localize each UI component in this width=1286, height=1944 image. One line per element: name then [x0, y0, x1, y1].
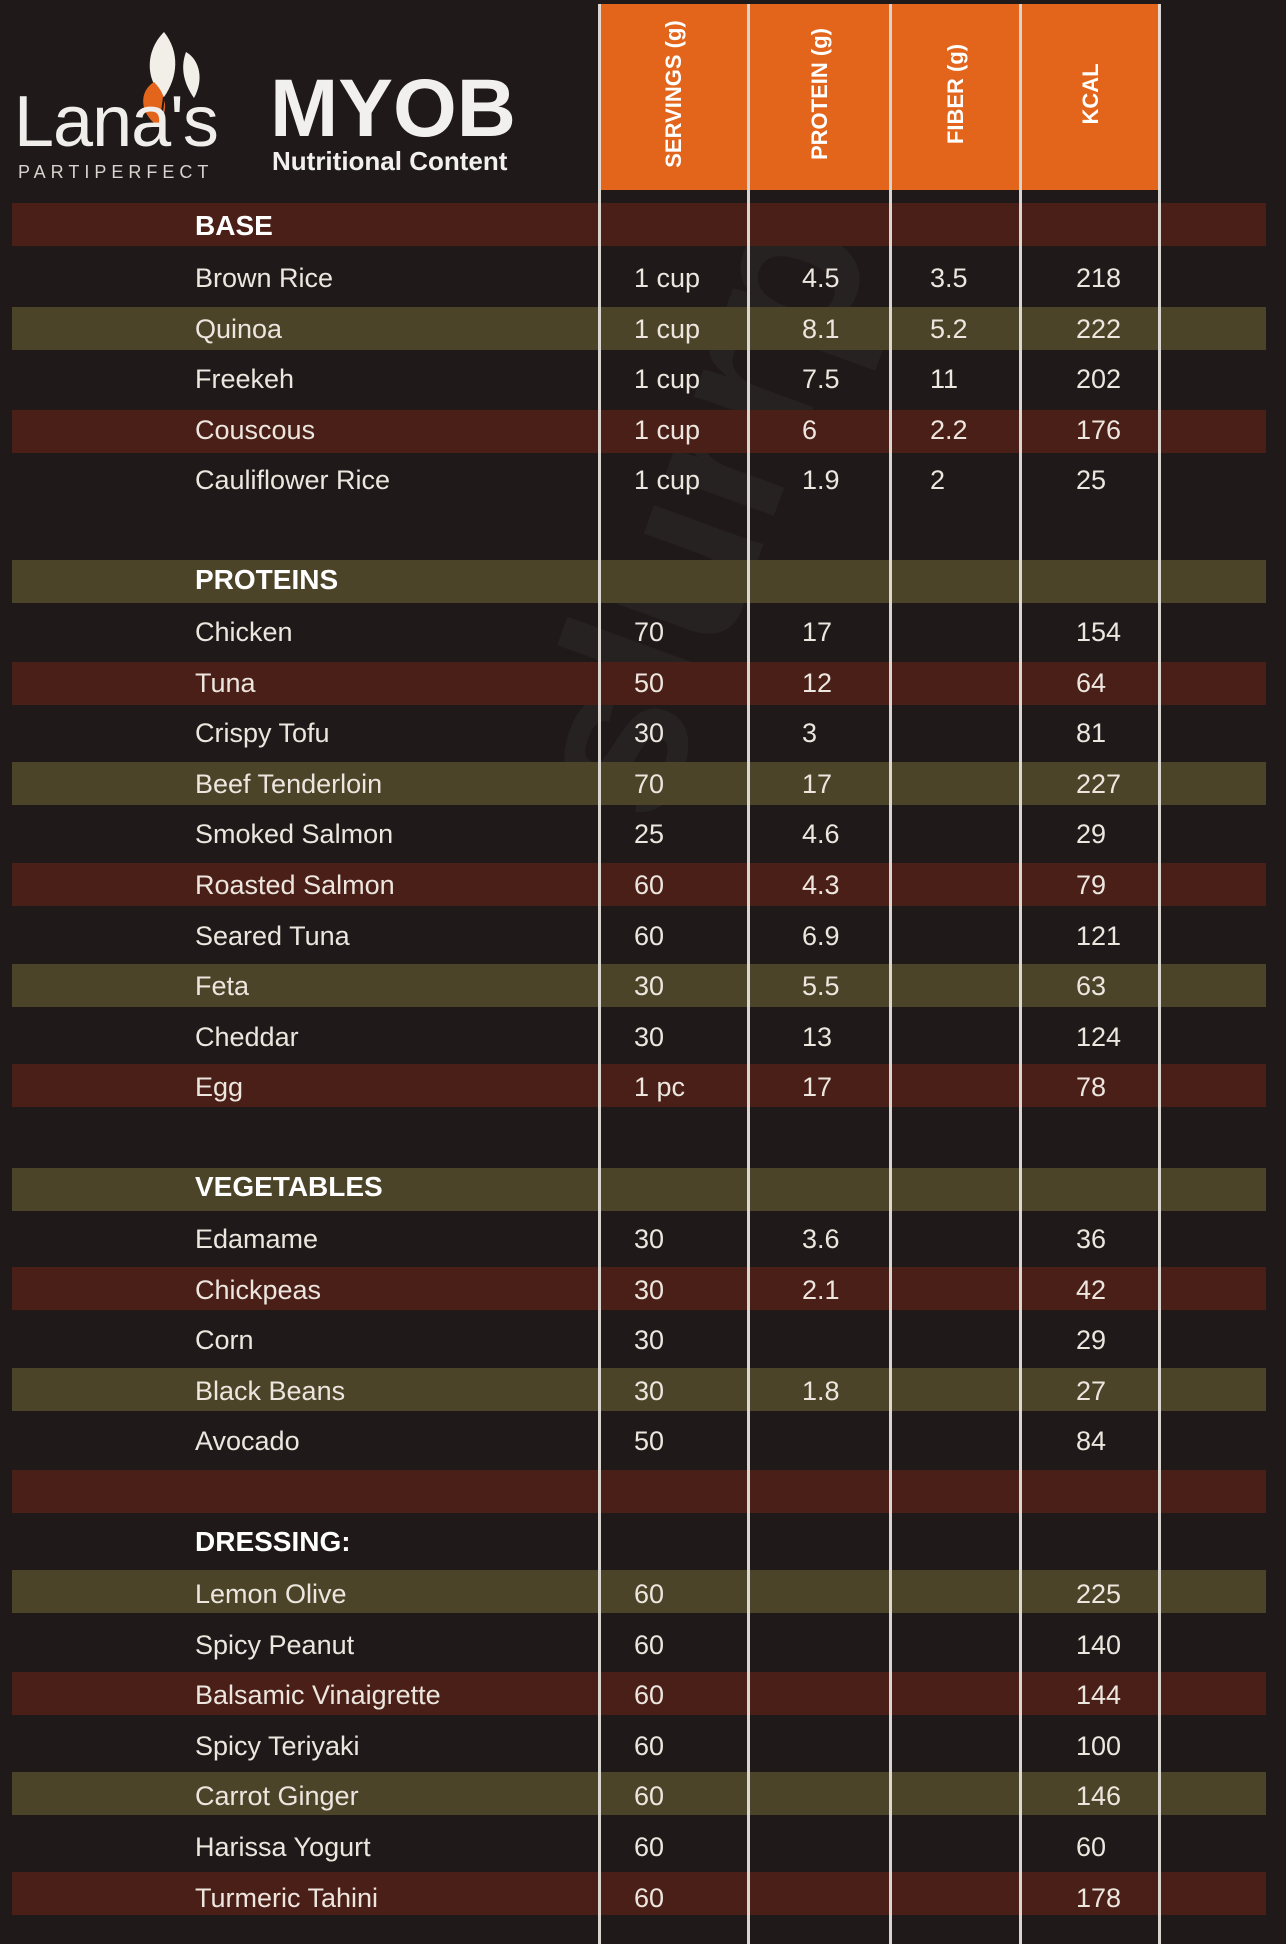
servings-value: 60: [634, 1680, 665, 1710]
column-header-fiber: [892, 4, 1019, 190]
servings-value: 1 cup: [634, 465, 701, 495]
item-name: Avocado: [195, 1426, 300, 1456]
table-row: [0, 964, 1286, 1007]
table-row: [0, 1318, 1286, 1361]
servings-value: 70: [634, 617, 665, 647]
servings-value: 60: [634, 1630, 665, 1660]
item-name: Cauliflower Rice: [195, 465, 391, 495]
fiber-value: 11: [930, 364, 959, 394]
fiber-value: 2: [930, 465, 946, 495]
kcal-value: 25: [1076, 465, 1107, 495]
table-row: [0, 812, 1286, 855]
servings-value: 30: [634, 1022, 665, 1052]
servings-value: 1 cup: [634, 263, 701, 293]
item-name: Carrot Ginger: [195, 1781, 359, 1811]
table-row: [0, 408, 1286, 451]
item-name: Seared Tuna: [195, 921, 350, 951]
table-row: [0, 1673, 1286, 1716]
kcal-value: 78: [1076, 1072, 1107, 1102]
item-name: Harissa Yogurt: [195, 1832, 371, 1862]
protein-value: 7.5: [802, 364, 840, 394]
protein-value: 3: [802, 718, 818, 748]
kcal-value: 100: [1076, 1731, 1122, 1761]
servings-value: 1 pc: [634, 1072, 686, 1102]
servings-value: 30: [634, 1376, 665, 1406]
column-label-fiber: FIBER (g): [942, 43, 968, 145]
brand-logo-subtitle: PARTIPERFECT: [18, 162, 214, 182]
section-row-proteins: [0, 557, 1286, 600]
item-name: Smoked Salmon: [195, 819, 394, 849]
item-name: Chickpeas: [195, 1275, 322, 1305]
protein-value: 1.8: [802, 1376, 840, 1406]
protein-value: 3.6: [802, 1224, 840, 1254]
protein-value: 6: [802, 415, 818, 445]
table-row: [0, 863, 1286, 906]
brand-header: [14, 22, 574, 192]
item-name: Cheddar: [195, 1022, 299, 1052]
item-name: Feta: [195, 971, 250, 1001]
column-header-protein: [750, 4, 889, 190]
servings-value: 1 cup: [634, 415, 701, 445]
item-name: Quinoa: [195, 314, 283, 344]
section-title-proteins: PROTEINS: [195, 564, 339, 595]
item-name: Balsamic Vinaigrette: [195, 1680, 441, 1710]
servings-value: 60: [634, 1579, 665, 1609]
table-row: [0, 1065, 1286, 1108]
protein-value: 5.5: [802, 971, 840, 1001]
item-name: Freekeh: [195, 364, 295, 394]
item-name: Spicy Teriyaki: [195, 1731, 360, 1761]
kcal-value: 79: [1076, 870, 1107, 900]
fiber-value: 5.2: [930, 314, 968, 344]
kcal-value: 225: [1076, 1579, 1122, 1609]
table-row: [0, 1217, 1286, 1260]
kcal-value: 42: [1076, 1275, 1107, 1305]
table-row: [0, 256, 1286, 299]
table-row: [0, 762, 1286, 805]
item-name: Edamame: [195, 1224, 319, 1254]
servings-value: 25: [634, 819, 665, 849]
kcal-value: 60: [1076, 1832, 1107, 1862]
kcal-value: 154: [1076, 617, 1122, 647]
column-label-protein: PROTEIN (g): [806, 28, 832, 160]
item-name: Beef Tenderloin: [195, 769, 383, 799]
brand-logo-text: Lana's: [14, 82, 218, 162]
table-row: [0, 1572, 1286, 1615]
table-row: [0, 307, 1286, 350]
kcal-value: 64: [1076, 668, 1107, 698]
servings-value: 30: [634, 1325, 665, 1355]
protein-value: 4.3: [802, 870, 840, 900]
servings-value: 60: [634, 1731, 665, 1761]
column-label-kcal: KCAL: [1078, 63, 1103, 125]
kcal-value: 81: [1076, 718, 1107, 748]
item-name: Spicy Peanut: [195, 1630, 355, 1660]
column-label-servings: SERVINGS (g): [660, 20, 686, 168]
protein-value: 17: [802, 617, 833, 647]
item-name: Lemon Olive: [195, 1579, 347, 1609]
table-row: [0, 1774, 1286, 1817]
item-name: Crispy Tofu: [195, 718, 330, 748]
table-row: [0, 357, 1286, 400]
protein-value: 4.5: [802, 263, 840, 293]
table-row: [0, 1419, 1286, 1462]
item-name: Tuna: [195, 668, 256, 698]
section-title-dressing: DRESSING:: [195, 1526, 351, 1557]
protein-value: 4.6: [802, 819, 840, 849]
table-row: [0, 914, 1286, 957]
kcal-value: 63: [1076, 971, 1107, 1001]
protein-value: 6.9: [802, 921, 840, 951]
column-header-kcal: [1022, 4, 1160, 190]
servings-value: 60: [634, 1781, 665, 1811]
protein-value: 8.1: [802, 314, 840, 344]
section-title-vegetables: VEGETABLES: [195, 1171, 383, 1202]
servings-value: 1 cup: [634, 314, 701, 344]
column-header-servings: [600, 4, 747, 190]
page-title: MYOB: [270, 63, 516, 154]
servings-value: 60: [634, 1883, 665, 1913]
table-row: [0, 1724, 1286, 1767]
table-row: [0, 458, 1286, 501]
item-name: Chicken: [195, 617, 293, 647]
servings-value: 60: [634, 1832, 665, 1862]
table-row: [0, 1268, 1286, 1311]
servings-value: 1 cup: [634, 364, 701, 394]
kcal-value: 144: [1076, 1680, 1122, 1710]
item-name: Couscous: [195, 415, 316, 445]
servings-value: 60: [634, 921, 665, 951]
protein-value: 13: [802, 1022, 833, 1052]
kcal-value: 176: [1076, 415, 1122, 445]
kcal-value: 29: [1076, 819, 1107, 849]
section-row-vegetables: [0, 1164, 1286, 1207]
kcal-value: 140: [1076, 1630, 1122, 1660]
servings-value: 30: [634, 1224, 665, 1254]
servings-value: 30: [634, 718, 665, 748]
kcal-value: 146: [1076, 1781, 1122, 1811]
item-name: Black Beans: [195, 1376, 346, 1406]
table-row: [0, 1825, 1286, 1868]
fiber-value: 3.5: [930, 263, 968, 293]
servings-value: 70: [634, 769, 665, 799]
protein-value: 17: [802, 769, 833, 799]
item-name: Roasted Salmon: [195, 870, 395, 900]
protein-value: 2.1: [802, 1275, 840, 1305]
page-subtitle: Nutritional Content: [272, 146, 508, 176]
servings-value: 50: [634, 668, 665, 698]
table-row: [0, 661, 1286, 704]
kcal-value: 227: [1076, 769, 1122, 799]
kcal-value: 218: [1076, 263, 1122, 293]
kcal-value: 121: [1076, 921, 1122, 951]
kcal-value: 29: [1076, 1325, 1107, 1355]
section-title-base: BASE: [195, 210, 273, 241]
section-row-base: [0, 203, 1286, 246]
protein-value: 17: [802, 1072, 833, 1102]
item-name: Brown Rice: [195, 263, 334, 293]
kcal-value: 36: [1076, 1224, 1107, 1254]
kcal-value: 27: [1076, 1376, 1107, 1406]
table-row: [0, 1369, 1286, 1412]
table-row: [0, 1876, 1286, 1919]
servings-value: 60: [634, 870, 665, 900]
kcal-value: 202: [1076, 364, 1122, 394]
table-row: [0, 1623, 1286, 1666]
section-row-dressing: [0, 1519, 1286, 1562]
servings-value: 30: [634, 971, 665, 1001]
item-name: Turmeric Tahini: [195, 1883, 379, 1913]
servings-value: 30: [634, 1275, 665, 1305]
table-row: [0, 1015, 1286, 1058]
row-band: [12, 1470, 1266, 1513]
fiber-value: 2.2: [930, 415, 968, 445]
item-name: Corn: [195, 1325, 254, 1355]
table-row: [0, 610, 1286, 653]
servings-value: 50: [634, 1426, 665, 1456]
kcal-value: 124: [1076, 1022, 1122, 1052]
kcal-value: 178: [1076, 1883, 1122, 1913]
table-row: [0, 711, 1286, 754]
protein-value: 12: [802, 668, 833, 698]
kcal-value: 222: [1076, 314, 1122, 344]
protein-value: 1.9: [802, 465, 840, 495]
kcal-value: 84: [1076, 1426, 1107, 1456]
item-name: Egg: [195, 1072, 244, 1102]
